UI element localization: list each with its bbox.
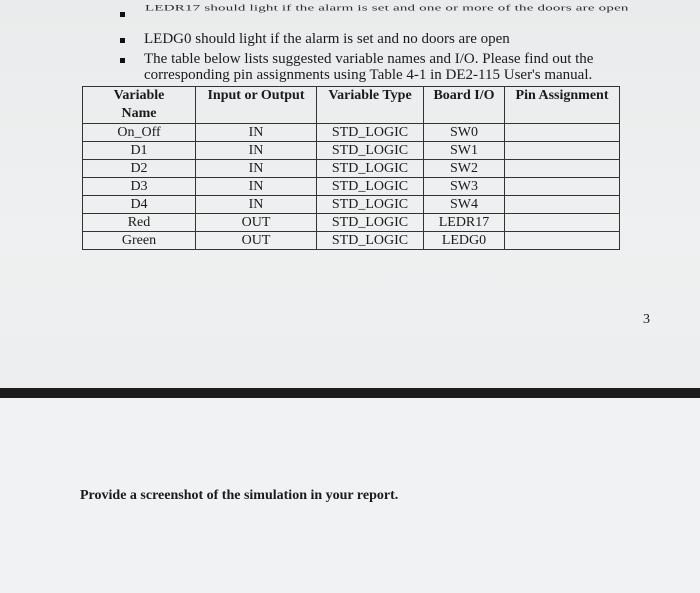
cell-board-io: SW4 <box>424 196 505 214</box>
cell-variable-name: On_Off <box>83 124 196 142</box>
cell-pin-assignment <box>505 196 620 214</box>
cell-board-io: LEDR17 <box>424 214 505 232</box>
table-row <box>83 142 620 160</box>
header-pin-assignment: Pin Assignment <box>505 87 620 124</box>
cell-pin-assignment <box>505 160 620 178</box>
bullet-ledg0-text: LEDG0 should light if the alarm is set and no doors are open <box>144 31 510 47</box>
cell-type: STD_LOGIC <box>317 232 424 250</box>
cell-variable-name: D3 <box>83 178 196 196</box>
cell-variable-name: Red <box>83 214 196 232</box>
cell-pin-assignment <box>505 214 620 232</box>
report-instruction: Provide a screenshot of the simulation in your report. <box>80 488 399 503</box>
cell-io: IN <box>196 124 317 142</box>
table-row <box>83 232 620 250</box>
cell-pin-assignment <box>505 124 620 142</box>
cell-board-io: LEDG0 <box>424 232 505 250</box>
cell-type: STD_LOGIC <box>317 124 424 142</box>
cell-pin-assignment <box>505 232 620 250</box>
cell-board-io: SW1 <box>424 142 505 160</box>
header-variable-name <box>83 87 196 124</box>
header-variable-type: Variable Type <box>317 87 424 124</box>
cell-type: STD_LOGIC <box>317 196 424 214</box>
cell-io: IN <box>196 196 317 214</box>
cell-board-io: SW2 <box>424 160 505 178</box>
cell-variable-name: D2 <box>83 160 196 178</box>
cell-io: IN <box>196 160 317 178</box>
cell-io: IN <box>196 178 317 196</box>
cell-variable-name: Green <box>83 232 196 250</box>
pin-assignment-table <box>82 86 620 250</box>
cell-variable-name: D1 <box>83 142 196 160</box>
page-divider <box>0 388 700 398</box>
truncated-bullet-line: LEDR17 should light if the alarm is set and one or more of the doors are open <box>145 4 629 13</box>
table-row <box>83 214 620 232</box>
cell-board-io: SW0 <box>424 124 505 142</box>
table-row <box>83 160 620 178</box>
bullet-marker <box>120 38 125 43</box>
cell-pin-assignment <box>505 142 620 160</box>
bullet-table-intro-line-2: corresponding pin assignments using Table 4-1 in DE2-115 User's manual. <box>144 67 593 83</box>
cell-io: OUT <box>196 214 317 232</box>
cell-io: IN <box>196 142 317 160</box>
cell-type: STD_LOGIC <box>317 178 424 196</box>
page-number: 3 <box>643 312 650 327</box>
table-row <box>83 196 620 214</box>
table-header-row <box>83 87 620 124</box>
bullet-marker <box>120 12 125 17</box>
header-board-io: Board I/O <box>424 87 505 124</box>
table-row <box>83 124 620 142</box>
bullet-marker <box>120 58 125 63</box>
header-variable-line-2: Name <box>121 106 157 121</box>
cell-pin-assignment <box>505 178 620 196</box>
header-input-or-output: Input or Output <box>196 87 317 124</box>
header-variable-line-1: Variable <box>113 88 165 103</box>
cell-type: STD_LOGIC <box>317 142 424 160</box>
bullet-table-intro-line-1: The table below lists suggested variable names and I/O. Please find out the <box>144 51 594 67</box>
cell-io: OUT <box>196 232 317 250</box>
cell-type: STD_LOGIC <box>317 214 424 232</box>
table-row <box>83 178 620 196</box>
cell-variable-name: D4 <box>83 196 196 214</box>
cell-board-io: SW3 <box>424 178 505 196</box>
cell-type: STD_LOGIC <box>317 160 424 178</box>
